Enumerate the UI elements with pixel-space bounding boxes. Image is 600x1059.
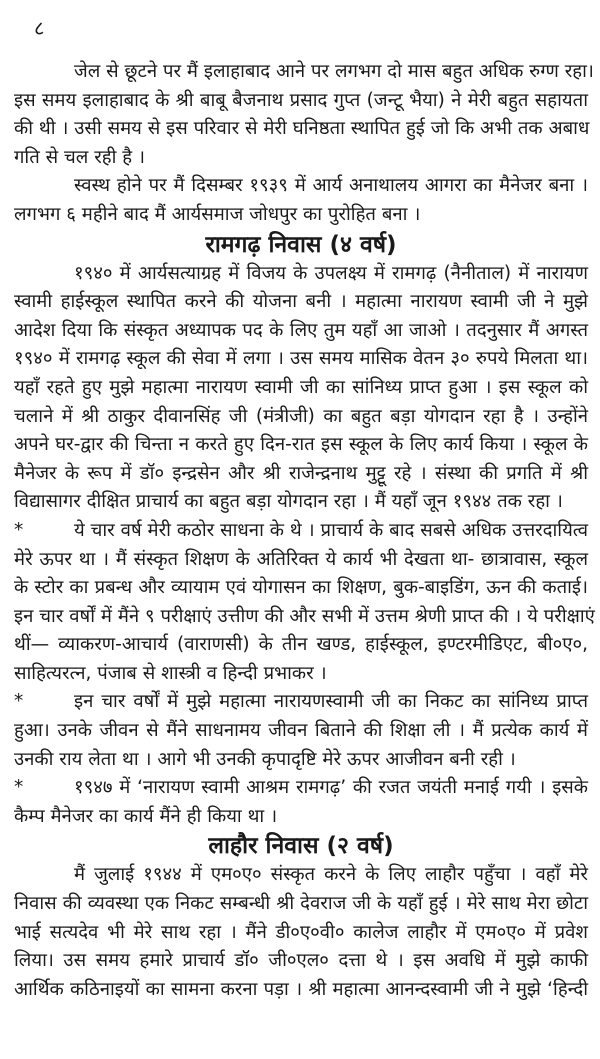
line-text: गति से चल रही है । [14, 146, 145, 168]
line-text: इन चार वर्षों में मैंने ९ परीक्षाएं उत्तीण की और सभी में उत्तम श्रेणी प्राप्त की । ये परीक्षाएं [14, 605, 595, 627]
text-line [14, 431, 588, 460]
text-line [14, 919, 588, 948]
line-text: यहाँ रहते हुए मुझे महात्मा नारायण स्वामी जी का सांनिध्य प्राप्त हुआ । इस स्कूल को [14, 376, 588, 398]
line-text: मैं जुलाई १९४४ में एम०ए० संस्कृत करने के लिए लाहौर पहुँचा । वहाँ मेरे [74, 864, 588, 886]
line-text: विद्यासागर दीक्षित प्राचार्य का बहुत बड़ा योगदान रहा । मैं यहाँ जून १९४४ तक रहा । [14, 491, 563, 513]
line-text: कैम्प मैनेजर का कार्य मैंने ही किया था । [14, 805, 278, 827]
line-text: चलाने में श्री ठाकुर दीवानसिंह जी (मंत्रीजी) का बहुत बड़ा योगदान रहा है । उन्होंने [14, 405, 588, 427]
paragraph [14, 861, 588, 1004]
text-line [14, 317, 588, 346]
line-text: इन चार वर्षों में मुझे महात्मा नारायणस्वामी जी का निकट का सांनिध्य प्राप्त [74, 691, 588, 713]
text-line [14, 172, 588, 201]
line-text: स्वस्थ होने पर मैं दिसम्बर १९३९ में आर्य अनाथालय आगरा का मैनेजर बना । [74, 175, 588, 197]
text-line [14, 87, 588, 116]
paragraph [14, 517, 595, 689]
section-heading: रामगढ़ निवास (४ वर्ष) [205, 231, 397, 258]
line-text: आर्थिक कठिनाइयों का सामना करना पड़ा । श्री महात्मा आनन्दस्वामी जी ने मुझे ‘हिन्दी [14, 978, 588, 1000]
line-text: भाई सत्यदेव भी मेरे साथ रहा । मैंने डी०ए०वी० कालेज लाहौर में एम०ए० में प्रवेश [14, 921, 588, 943]
text-line [14, 403, 588, 432]
line-text: इस समय इलाहाबाद के श्री बाबू बैजनाथ प्रसाद गुप्त (जन्टू भैया) ने मेरी बहुत सहायता [14, 89, 588, 111]
paragraph [14, 774, 588, 831]
text-line [14, 546, 588, 575]
line-text: की थी । उसी समय से इस परिवार से मेरी घनिष्ठता स्थापित हुई जो कि अभी तक अबाध [14, 118, 590, 140]
text-line [14, 288, 588, 317]
text-line [14, 574, 588, 603]
line-text: मैनेजर के रूप में डॉ० इन्द्रसेन और श्री राजेन्द्रनाथ मुट्टू रहे । संस्था की प्रगति में श्री [14, 462, 588, 484]
line-text: थीं— व्याकरण-आचार्य (वाराणसी) के तीन खण्ड, हाईस्कूल, इण्टरमीडिएट, बी०ए०, [14, 634, 588, 656]
section-heading: लाहौर निवास (२ वर्ष) [208, 833, 394, 860]
text-line [14, 517, 588, 546]
line-text: जेल से छूटने पर मैं इलाहाबाद आने पर लगभग दो मास बहुत अधिक रुग्ण रहा। [74, 61, 594, 82]
text-line [14, 890, 588, 919]
line-text: १९४० में आर्यसत्याग्रह में विजय के उपलक्ष्य में रामगढ़ (नैनीताल) में नारायण [74, 262, 588, 284]
line-text: हुआ। उनके जीवन से मैंने साधनामय जीवन बिताने की शिक्षा ली । मैं प्रत्येक कार्य में [14, 720, 588, 742]
asterisk-bullet: * [14, 519, 24, 541]
text-line [14, 374, 588, 403]
line-text: उनकी राय लेता था । आगे भी उनकी कृपादृष्टि मेरे ऊपर आजीवन बनी रही । [14, 748, 516, 770]
paragraph [14, 172, 588, 229]
line-text: लिया। उस समय हमारे प्राचार्य डॉ० जी०एल० दत्ता थे । इस अवधि में मुझे काफी [14, 950, 588, 972]
page-number: ८ [34, 16, 45, 40]
text-line [14, 746, 588, 775]
line-text: ये चार वर्ष मेरी कठोर साधना के थे । प्राचार्य के बाद सबसे अधिक उत्तरदायित्व [74, 519, 588, 541]
text-line [14, 774, 588, 803]
text-line [14, 488, 588, 517]
text-line [14, 460, 588, 489]
line-text: मेरे ऊपर था । मैं संस्कृत शिक्षण के अतिरिक्त ये कार्य भी देखता था- छात्रावास, स्कूल [14, 548, 588, 570]
line-text: साहित्यरत्न, पंजाब से शास्त्री व हिन्दी प्रभाकर । [14, 662, 327, 684]
asterisk-bullet: * [14, 777, 24, 799]
line-text: निवास की व्यवस्था एक निकट सम्बन्धी श्री देवराज जी के यहाँ हुई । मेरे साथ मेरा छोटा [14, 893, 588, 915]
line-text: १९४७ में ‘नारायण स्वामी आश्रम रामगढ़’ की रजत जयंती मनाई गयी । इसके [74, 777, 588, 799]
text-line [14, 58, 594, 87]
text-line [14, 631, 588, 660]
text-line [14, 717, 588, 746]
text-line [14, 144, 588, 173]
text-line [14, 260, 588, 289]
page-content [14, 58, 595, 1004]
text-line [14, 660, 588, 689]
line-text: आदेश दिया कि संस्कृत अध्यापक पद के लिए तुम यहाँ आ जाओ । तदनुसार मैं अगस्त [14, 319, 588, 341]
text-line [14, 603, 595, 632]
text-line [14, 976, 588, 1005]
paragraph [14, 688, 588, 774]
text-line [14, 201, 588, 230]
asterisk-bullet: * [14, 691, 24, 713]
text-line [14, 115, 588, 144]
paragraph [14, 58, 594, 172]
text-line [14, 861, 588, 890]
line-text: स्वामी हाईस्कूल स्थापित करने की योजना बनी । महात्मा नारायण स्वामी जी ने मुझे [14, 291, 588, 313]
line-text: लगभग ६ महीने बाद मैं आर्यसमाज जोधपुर का पुरोहित बना । [14, 203, 421, 225]
text-line [14, 803, 588, 832]
line-text: के स्टोर का प्रबन्ध और व्यायाम एवं योगासन का शिक्षण, बुक-बाइडिंग, ऊन की कताई। [14, 577, 588, 599]
text-line [14, 947, 588, 976]
line-text: अपने घर-द्वार की चिन्ता न करते हुए दिन-रात इस स्कूल के लिए कार्य किया । स्कूल के [14, 434, 588, 456]
text-line [14, 688, 588, 717]
line-text: १९४० में रामगढ़ स्कूल की सेवा में लगा । उस समय मासिक वेतन ३० रुपये मिलता था। [14, 348, 588, 370]
paragraph [14, 260, 588, 517]
text-line [14, 345, 588, 374]
